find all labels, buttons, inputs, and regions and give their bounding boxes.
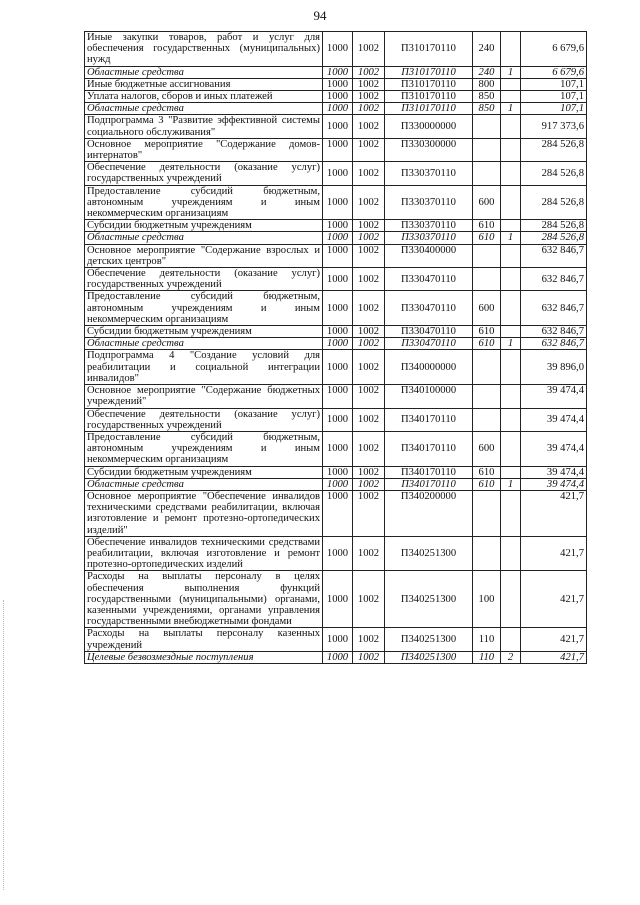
row-source-cell [501, 268, 521, 291]
row-name-cell: Расходы на выплаты персоналу казенных учреждений [85, 628, 323, 651]
row-amount-cell: 284 526,8 [521, 162, 587, 185]
row-subsection-cell: 1002 [353, 338, 385, 350]
table-row [85, 103, 587, 115]
row-expense-type-cell [473, 350, 501, 385]
row-subsection-cell: 1002 [353, 490, 385, 536]
row-target-article-cell: П310170110 [385, 91, 473, 103]
row-section-cell: 1000 [323, 78, 353, 90]
row-name-cell: Предоставление субсидий бюджетным, автономным учреждениям и иным некоммерческим организациям [85, 291, 323, 326]
row-name-cell: Основное мероприятие "Содержание домов-интернатов" [85, 138, 323, 161]
row-target-article-cell: П340170110 [385, 466, 473, 478]
table-row [85, 115, 587, 138]
table-row [85, 651, 587, 663]
table-row [85, 385, 587, 408]
row-section-cell: 1000 [323, 478, 353, 490]
row-target-article-cell: П340170110 [385, 431, 473, 466]
row-subsection-cell: 1002 [353, 138, 385, 161]
row-source-cell: 1 [501, 66, 521, 78]
row-section-cell: 1000 [323, 408, 353, 431]
table-row [85, 338, 587, 350]
row-name-cell: Обеспечение деятельности (оказание услуг) государственных учреждений [85, 408, 323, 431]
row-subsection-cell: 1002 [353, 571, 385, 628]
table-row [85, 408, 587, 431]
row-amount-cell: 39 474,4 [521, 466, 587, 478]
row-target-article-cell: П330470110 [385, 268, 473, 291]
row-source-cell [501, 385, 521, 408]
table-row [85, 91, 587, 103]
row-amount-cell: 39 474,4 [521, 431, 587, 466]
table-row [85, 220, 587, 232]
row-source-cell [501, 490, 521, 536]
row-amount-cell: 421,7 [521, 536, 587, 571]
row-source-cell [501, 536, 521, 571]
row-target-article-cell: П340251300 [385, 536, 473, 571]
row-amount-cell: 284 526,8 [521, 232, 587, 244]
row-source-cell [501, 138, 521, 161]
row-expense-type-cell: 610 [473, 478, 501, 490]
row-target-article-cell: П330400000 [385, 244, 473, 267]
row-name-cell: Подпрограмма 3 "Развитие эффективной системы социального обслуживания" [85, 115, 323, 138]
row-section-cell: 1000 [323, 431, 353, 466]
row-section-cell: 1000 [323, 651, 353, 663]
row-amount-cell: 284 526,8 [521, 185, 587, 220]
row-expense-type-cell: 850 [473, 103, 501, 115]
row-expense-type-cell [473, 536, 501, 571]
page-number: 94 [313, 8, 327, 23]
row-subsection-cell: 1002 [353, 268, 385, 291]
row-expense-type-cell: 610 [473, 220, 501, 232]
table-row [85, 326, 587, 338]
row-source-cell [501, 185, 521, 220]
row-target-article-cell: П340251300 [385, 651, 473, 663]
row-source-cell [501, 32, 521, 67]
row-amount-cell: 632 846,7 [521, 244, 587, 267]
row-target-article-cell: П340251300 [385, 571, 473, 628]
row-section-cell: 1000 [323, 103, 353, 115]
row-section-cell: 1000 [323, 66, 353, 78]
row-target-article-cell: П330470110 [385, 338, 473, 350]
row-target-article-cell: П340170110 [385, 478, 473, 490]
row-amount-cell: 421,7 [521, 490, 587, 536]
row-target-article-cell: П310170110 [385, 32, 473, 67]
row-source-cell [501, 466, 521, 478]
row-name-cell: Расходы на выплаты персоналу в целях обеспечения выполнения функций государственными (муниципальными) органами, казенными учреждениями, органами управления государственными внебюджетными фондами [85, 571, 323, 628]
row-target-article-cell: П310170110 [385, 66, 473, 78]
row-amount-cell: 284 526,8 [521, 138, 587, 161]
row-section-cell: 1000 [323, 115, 353, 138]
row-amount-cell: 39 474,4 [521, 385, 587, 408]
row-subsection-cell: 1002 [353, 326, 385, 338]
row-amount-cell: 39 474,4 [521, 478, 587, 490]
row-name-cell: Субсидии бюджетным учреждениям [85, 466, 323, 478]
row-amount-cell: 6 679,6 [521, 32, 587, 67]
row-amount-cell: 421,7 [521, 571, 587, 628]
row-name-cell: Целевые безвозмездные поступления [85, 651, 323, 663]
row-expense-type-cell [473, 162, 501, 185]
row-subsection-cell: 1002 [353, 628, 385, 651]
row-source-cell [501, 115, 521, 138]
row-subsection-cell: 1002 [353, 115, 385, 138]
row-amount-cell: 917 373,6 [521, 115, 587, 138]
row-target-article-cell: П340000000 [385, 350, 473, 385]
row-name-cell: Областные средства [85, 66, 323, 78]
row-amount-cell: 107,1 [521, 91, 587, 103]
row-name-cell: Обеспечение деятельности (оказание услуг) государственных учреждений [85, 268, 323, 291]
row-amount-cell: 632 846,7 [521, 338, 587, 350]
row-subsection-cell: 1002 [353, 103, 385, 115]
row-target-article-cell: П330370110 [385, 185, 473, 220]
row-section-cell: 1000 [323, 571, 353, 628]
row-expense-type-cell: 600 [473, 185, 501, 220]
row-target-article-cell: П340170110 [385, 408, 473, 431]
table-row [85, 466, 587, 478]
row-target-article-cell: П330370110 [385, 232, 473, 244]
row-target-article-cell: П310170110 [385, 78, 473, 90]
row-target-article-cell: П340100000 [385, 385, 473, 408]
row-subsection-cell: 1002 [353, 431, 385, 466]
row-target-article-cell: П330300000 [385, 138, 473, 161]
row-expense-type-cell: 610 [473, 466, 501, 478]
row-source-cell: 1 [501, 478, 521, 490]
table-row [85, 628, 587, 651]
row-subsection-cell: 1002 [353, 185, 385, 220]
budget-table [84, 31, 587, 664]
row-name-cell: Областные средства [85, 232, 323, 244]
table-row [85, 32, 587, 67]
row-expense-type-cell [473, 490, 501, 536]
table-row [85, 490, 587, 536]
row-subsection-cell: 1002 [353, 32, 385, 67]
row-name-cell: Субсидии бюджетным учреждениям [85, 326, 323, 338]
row-expense-type-cell: 610 [473, 338, 501, 350]
table-row [85, 571, 587, 628]
row-expense-type-cell: 610 [473, 326, 501, 338]
row-section-cell: 1000 [323, 338, 353, 350]
row-source-cell [501, 571, 521, 628]
row-section-cell: 1000 [323, 185, 353, 220]
row-subsection-cell: 1002 [353, 466, 385, 478]
row-name-cell: Уплата налогов, сборов и иных платежей [85, 91, 323, 103]
row-expense-type-cell [473, 268, 501, 291]
row-subsection-cell: 1002 [353, 78, 385, 90]
table-row [85, 78, 587, 90]
row-section-cell: 1000 [323, 628, 353, 651]
table-row [85, 536, 587, 571]
row-section-cell: 1000 [323, 138, 353, 161]
row-expense-type-cell [473, 115, 501, 138]
row-section-cell: 1000 [323, 490, 353, 536]
row-name-cell: Субсидии бюджетным учреждениям [85, 220, 323, 232]
row-name-cell: Областные средства [85, 478, 323, 490]
row-section-cell: 1000 [323, 350, 353, 385]
row-subsection-cell: 1002 [353, 244, 385, 267]
row-name-cell: Иные бюджетные ассигнования [85, 78, 323, 90]
row-subsection-cell: 1002 [353, 478, 385, 490]
row-expense-type-cell [473, 408, 501, 431]
table-row [85, 162, 587, 185]
table-row [85, 232, 587, 244]
row-expense-type-cell: 240 [473, 66, 501, 78]
row-source-cell [501, 350, 521, 385]
table-row [85, 431, 587, 466]
row-expense-type-cell: 100 [473, 571, 501, 628]
row-source-cell: 1 [501, 232, 521, 244]
row-name-cell: Основное мероприятие "Содержание бюджетных учреждений" [85, 385, 323, 408]
row-expense-type-cell: 600 [473, 431, 501, 466]
row-source-cell [501, 91, 521, 103]
row-subsection-cell: 1002 [353, 651, 385, 663]
row-source-cell [501, 326, 521, 338]
row-amount-cell: 39 474,4 [521, 408, 587, 431]
row-amount-cell: 6 679,6 [521, 66, 587, 78]
table-row [85, 66, 587, 78]
row-section-cell: 1000 [323, 291, 353, 326]
row-subsection-cell: 1002 [353, 162, 385, 185]
row-expense-type-cell: 850 [473, 91, 501, 103]
table-row [85, 478, 587, 490]
row-amount-cell: 107,1 [521, 78, 587, 90]
row-target-article-cell: П330370110 [385, 220, 473, 232]
row-expense-type-cell [473, 385, 501, 408]
row-source-cell [501, 291, 521, 326]
row-subsection-cell: 1002 [353, 536, 385, 571]
row-name-cell: Иные закупки товаров, работ и услуг для обеспечения государственных (муниципальных) нужд [85, 32, 323, 67]
table-row [85, 185, 587, 220]
row-amount-cell: 421,7 [521, 651, 587, 663]
table-body [85, 32, 587, 664]
row-name-cell: Предоставление субсидий бюджетным, автономным учреждениям и иным некоммерческим организациям [85, 185, 323, 220]
row-source-cell [501, 431, 521, 466]
row-expense-type-cell: 610 [473, 232, 501, 244]
row-section-cell: 1000 [323, 162, 353, 185]
row-amount-cell: 632 846,7 [521, 268, 587, 291]
row-subsection-cell: 1002 [353, 408, 385, 431]
row-amount-cell: 632 846,7 [521, 291, 587, 326]
row-subsection-cell: 1002 [353, 291, 385, 326]
row-amount-cell: 39 896,0 [521, 350, 587, 385]
row-section-cell: 1000 [323, 220, 353, 232]
row-source-cell [501, 628, 521, 651]
row-name-cell: Предоставление субсидий бюджетным, автономным учреждениям и иным некоммерческим организациям [85, 431, 323, 466]
row-amount-cell: 107,1 [521, 103, 587, 115]
row-target-article-cell: П330470110 [385, 291, 473, 326]
row-target-article-cell: П330000000 [385, 115, 473, 138]
row-subsection-cell: 1002 [353, 385, 385, 408]
row-expense-type-cell: 110 [473, 628, 501, 651]
row-target-article-cell: П340251300 [385, 628, 473, 651]
scan-margin-dots [3, 600, 6, 890]
row-source-cell [501, 244, 521, 267]
row-source-cell [501, 78, 521, 90]
row-target-article-cell: П340200000 [385, 490, 473, 536]
row-section-cell: 1000 [323, 466, 353, 478]
table-row [85, 268, 587, 291]
row-subsection-cell: 1002 [353, 232, 385, 244]
row-source-cell [501, 162, 521, 185]
row-amount-cell: 632 846,7 [521, 326, 587, 338]
table-row [85, 291, 587, 326]
row-subsection-cell: 1002 [353, 91, 385, 103]
row-name-cell: Основное мероприятие "Содержание взрослых и детских центров" [85, 244, 323, 267]
row-section-cell: 1000 [323, 232, 353, 244]
table-row [85, 350, 587, 385]
row-name-cell: Областные средства [85, 338, 323, 350]
row-section-cell: 1000 [323, 91, 353, 103]
table-row [85, 244, 587, 267]
table-row [85, 138, 587, 161]
row-source-cell: 2 [501, 651, 521, 663]
row-expense-type-cell: 240 [473, 32, 501, 67]
row-source-cell [501, 408, 521, 431]
row-amount-cell: 421,7 [521, 628, 587, 651]
row-expense-type-cell: 600 [473, 291, 501, 326]
row-section-cell: 1000 [323, 536, 353, 571]
row-source-cell [501, 220, 521, 232]
row-target-article-cell: П310170110 [385, 103, 473, 115]
row-source-cell: 1 [501, 103, 521, 115]
row-expense-type-cell [473, 138, 501, 161]
row-section-cell: 1000 [323, 326, 353, 338]
row-name-cell: Обеспечение деятельности (оказание услуг) государственных учреждений [85, 162, 323, 185]
row-subsection-cell: 1002 [353, 220, 385, 232]
row-subsection-cell: 1002 [353, 350, 385, 385]
row-name-cell: Подпрограмма 4 "Создание условий для реабилитации и социальной интеграции инвалидов" [85, 350, 323, 385]
row-subsection-cell: 1002 [353, 66, 385, 78]
row-source-cell: 1 [501, 338, 521, 350]
row-section-cell: 1000 [323, 385, 353, 408]
row-target-article-cell: П330370110 [385, 162, 473, 185]
row-section-cell: 1000 [323, 244, 353, 267]
row-expense-type-cell: 110 [473, 651, 501, 663]
row-name-cell: Областные средства [85, 103, 323, 115]
row-target-article-cell: П330470110 [385, 326, 473, 338]
row-section-cell: 1000 [323, 32, 353, 67]
row-name-cell: Обеспечение инвалидов техническими средствами реабилитации, включая изготовление и ремонт протезно-ортопедических изделий [85, 536, 323, 571]
row-expense-type-cell [473, 244, 501, 267]
row-section-cell: 1000 [323, 268, 353, 291]
row-amount-cell: 284 526,8 [521, 220, 587, 232]
row-name-cell: Основное мероприятие "Обеспечение инвалидов техническими средствами реабилитации, включая изготовление и ремонт протезно-ортопедических изделий" [85, 490, 323, 536]
row-expense-type-cell: 800 [473, 78, 501, 90]
